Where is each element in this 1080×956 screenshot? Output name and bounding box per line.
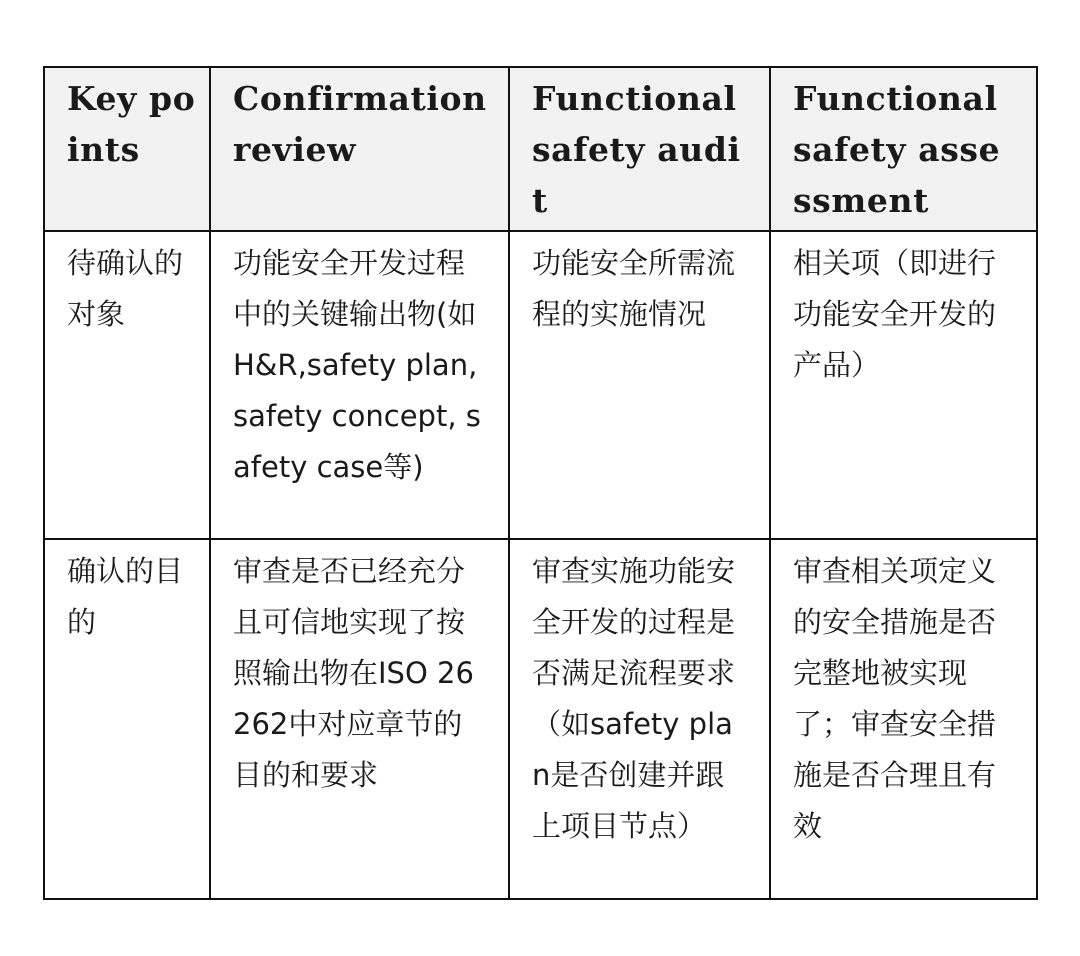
table-header-row <box>44 67 1037 231</box>
table-row <box>44 539 1037 899</box>
header-functional-safety-assessment: Functional safety assessment <box>770 67 1037 231</box>
comparison-table-container <box>43 66 1038 900</box>
cell-key: 待确认的对象 <box>44 231 210 539</box>
header-key-points: Key points <box>44 67 210 231</box>
header-functional-safety-audit: Functional safety audit <box>509 67 770 231</box>
cell-functional-safety-assessment: 审查相关项定义的安全措施是否完整地被实现了；审查安全措施是否合理且有效 <box>770 539 1037 899</box>
cell-functional-safety-audit: 审查实施功能安全开发的过程是否满足流程要求（如safety plan是否创建并跟上项目节点） <box>509 539 770 899</box>
cell-functional-safety-assessment: 相关项（即进行功能安全开发的产品） <box>770 231 1037 539</box>
table-row <box>44 231 1037 539</box>
cell-confirmation-review: 功能安全开发过程中的关键输出物(如H&R,safety plan, safety concept, safety case等) <box>210 231 509 539</box>
cell-key: 确认的目的 <box>44 539 210 899</box>
comparison-table <box>43 66 1038 900</box>
cell-confirmation-review: 审查是否已经充分且可信地实现了按照输出物在ISO 26262中对应章节的目的和要求 <box>210 539 509 899</box>
header-confirmation-review: Confirmation review <box>210 67 509 231</box>
cell-functional-safety-audit: 功能安全所需流程的实施情况 <box>509 231 770 539</box>
